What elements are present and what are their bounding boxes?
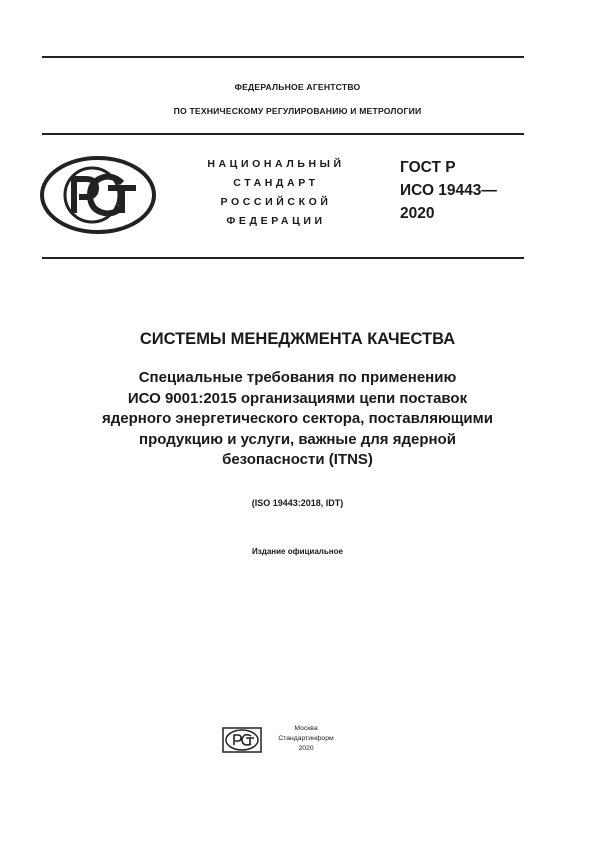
national-standard-line-1: НАЦИОНАЛЬНЫЙ — [207, 158, 345, 170]
subtitle-line-5: безопасности (ITNS) — [222, 451, 373, 468]
subtitle-line-3: ядерного энергетического сектора, поставляющими — [102, 410, 493, 427]
agency-line-2: ПО ТЕХНИЧЕСКОМУ РЕГУЛИРОВАНИЮ И МЕТРОЛОГИИ — [173, 106, 422, 116]
header-rule — [42, 133, 524, 135]
publisher-name: Стандартинформ — [278, 735, 334, 742]
document-title: СИСТЕМЫ МЕНЕДЖМЕНТА КАЧЕСТВА — [139, 330, 456, 348]
rst-gost-emblem-icon — [38, 155, 158, 235]
publisher-block — [262, 724, 350, 754]
subtitle-line-4: продукцию и услуги, важные для ядерной — [139, 430, 456, 448]
publisher-year: 2020 — [298, 745, 314, 752]
logo-rule — [42, 257, 524, 259]
publisher-city: Москва — [294, 725, 318, 732]
subtitle-line-2: ИСО 9001:2015 организациями цепи поставок — [127, 389, 468, 407]
subtitle-line-1: Специальные требования по применению — [138, 369, 457, 386]
standartinform-logo-icon — [222, 727, 262, 753]
edition-label: Издание официальное — [252, 547, 343, 556]
agency-line-1: ФЕДЕРАЛЬНОЕ АГЕНТСТВО — [234, 82, 361, 92]
national-standard-line-2: СТАНДАРТ — [233, 177, 319, 189]
designation-line-3: 2020 — [400, 205, 435, 222]
national-standard-line-3: РОССИЙСКОЙ — [220, 196, 332, 208]
national-standard-line-4: ФЕДЕРАЦИИ — [226, 215, 326, 227]
top-rule — [42, 56, 524, 58]
designation-line-1: ГОСТ Р — [400, 159, 456, 176]
standard-designation — [400, 156, 497, 225]
national-standard-label — [190, 155, 362, 231]
iso-reference: (ISO 19443:2018, IDT) — [251, 498, 344, 508]
document-subtitle — [30, 368, 565, 471]
designation-line-2: ИСО 19443— — [400, 182, 497, 199]
